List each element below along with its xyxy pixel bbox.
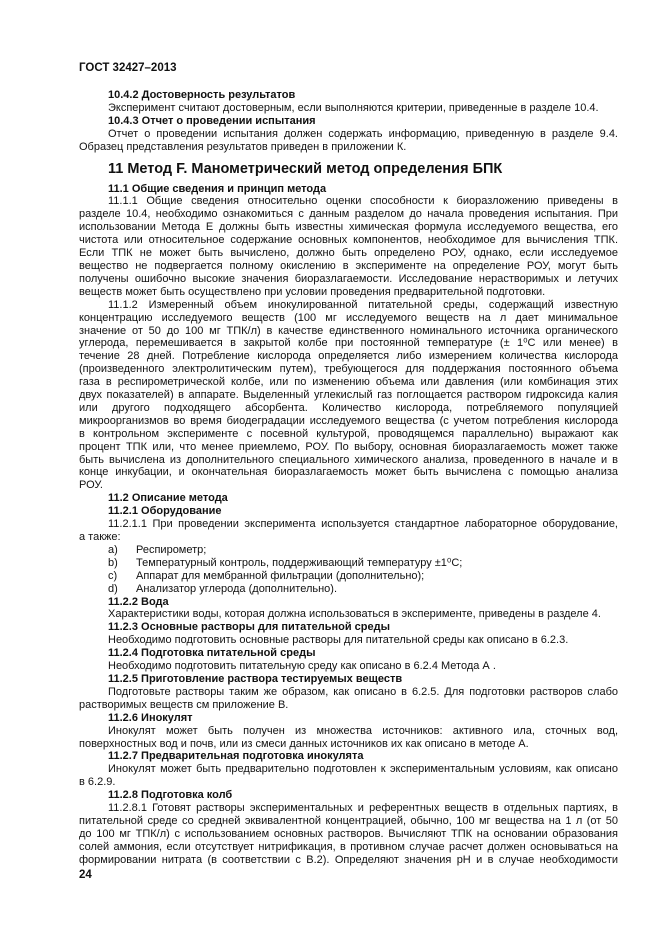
list-item [79,544,618,557]
page-number: 24 [79,868,92,881]
text-line: питательной среде со средней эквивалентной концентрацией, обычно, 100 мг вещества на 1 л (от 50 [79,814,618,827]
list-marker: c) [108,569,118,582]
subsection-heading: 11.2.8 Подготовка колб [108,789,233,802]
text-line: разделе 10.4, необходимо ознакомиться с данным разделом до начала проведения испытания. При [79,208,618,221]
paragraph [79,128,618,154]
text-line: значение от 50 до 100 мг ТПК/л) в качестве единственного номинального источника органического [79,324,618,337]
text-line: Подготовьте растворы таким же образом, как описано в 6.2.5. Для подготовки растворов слабо [108,685,618,698]
text-line: концентрацию исследуемого веществ (100 мг исследуемого веществ на л дает минимальное [79,311,618,324]
text-line: Необходимо подготовить питательную среду как описано в 6.2.4 Метода А . [108,660,496,673]
paragraph [79,195,618,298]
text-line: процент ТПК или, что менее приемлемо, РОУ. По выбору, основная биоразлагаемость может также [79,440,618,453]
text-line: вещество не подвергается полному окислению в эксперименте на определение РОУ, могут быть [79,259,618,272]
list-item-text: Температурный контроль, поддерживающий температуру ±1⁰С; [136,556,463,569]
text-line: получены ошибочно высокие значения биоразлагаемости. Исследование нерастворимых и летучих [79,272,618,285]
text-line: 11.1.2 Измеренный объем инокулированной питательной среды, содержащий известную [108,298,618,311]
paragraph [79,634,618,647]
subsection-heading: 11.2.4 Подготовка питательной среды [108,647,316,660]
text-line: Характеристики воды, которая должна использоваться в эксперименте, приведены в разделе 4. [108,608,601,621]
text-line: газа в респирометрической колбе, или по изменению объема или давления (или комбинация этих [79,376,618,389]
subsection-heading: 11.2 Описание метода [108,492,228,505]
paragraph [79,763,618,789]
text-line: Отчет о проведении испытания должен содержать информацию, приведенную в разделе 9.4. [108,127,618,140]
page-content [79,89,618,882]
section-heading: 11 Метод F. Манометрический метод определения БПК [108,160,503,177]
text-line: быть вычислена из дополнительного специального химического анализа, проведенного в начале и в [79,453,618,466]
text-line: 11.2.1.1 При проведении эксперимента используется стандартное лабораторное оборудование, [108,518,618,531]
text-line: Эксперимент считают достоверным, если выполняются критерии, приведенные в разделе 10.4. [108,101,599,114]
paragraph [79,802,618,867]
text-line: течение 28 дней. Потребление кислорода определяется либо измерением количества кислорода [79,350,618,363]
text-line: до 100 мг ТПК/л) с использованием основных растворов. Вычисляют ТПК на основании образования [79,827,618,840]
subsection-heading: 10.4.2 Достоверность результатов [108,89,296,101]
paragraph [79,102,618,115]
text-line: поверхностных вод и почв, или из смеси данных источников их как описано в методе А. [79,737,529,750]
text-line: веществ может быть осуществлено при условии проведения предварительной подготовки. [79,285,546,298]
document-header: ГОСТ 32427–2013 [79,62,177,74]
text-line: солей аммония, если отсутствует нитрификация, в противном случае расчет должен основываться на [79,840,618,853]
text-line: микроорганизмов во время биодеградации исследуемого вещества (с учетом потребления кислорода [79,414,618,427]
text-line: Инокулят может быть предварительно подготовлен к экспериментальным условиям, как описано [108,763,618,776]
list-marker: a) [108,543,118,556]
text-line: чистота или относительное содержание основных компонентов, необходимое для вычисления ТПК. [79,234,618,247]
text-line: углерода, перемешивается в закрытой колбе при постоянной температуре (± 1⁰С или менее) в [79,337,618,350]
subsection-heading: 11.2.5 Приготовление раствора тестируемых веществ [108,672,403,685]
list-item [79,583,618,596]
paragraph [79,725,618,751]
text-line: конце инкубации, и окончательная биоразлагаемость может быть вычислена с помощью анализа [79,466,618,479]
text-line: Необходимо подготовить основные растворы для питательной среды как описано в 6.2.3. [108,634,569,647]
paragraph [79,518,618,544]
subsection-heading: 10.4.3 Отчет о проведении испытания [108,114,316,127]
subsection-heading: 11.2.2 Вода [108,595,169,608]
document-body [79,89,618,867]
list-item [79,557,618,570]
text-line: Образец представления результатов приведен в приложении К. [79,140,407,153]
paragraph [79,686,618,712]
subsection-heading: 11.2.6 Инокулят [108,711,193,724]
subsection-heading: 11.2.1 Оборудование [108,505,222,518]
list-item-text: Анализатор углерода (дополнительно). [136,582,338,595]
paragraph [79,608,618,621]
text-line: в контрольном эксперименте с посевной культурой, проводящемся параллельно) выражают как [79,427,618,440]
text-line: Инокулят может быть получен из множества источников: активного ила, сточных вод, [108,724,618,737]
text-line: или другого подходящего абсорбента. Количество кислорода, потребляемого популяцией [79,401,618,414]
subsection-heading: 11.1 Общие сведения и принцип метода [108,182,327,195]
text-line: РОУ. [79,479,103,492]
list-marker: d) [108,582,118,595]
text-line: Если ТПК не может быть вычислено, должно быть определено РОУ, однако, если исследуемое [79,247,618,260]
list-item-text: Респирометр; [136,543,207,556]
text-line: а также: [79,531,121,543]
text-line: в 6.2.9. [79,776,116,789]
list-item-text: Аппарат для мембранной фильтрации (дополнительно); [136,569,425,582]
text-line: 11.1.1 Общие сведения относительно оценки способности к биоразложению приведены в [108,195,618,208]
subsection-heading: 11.2.7 Предварительная подготовка инокулята [108,750,364,763]
list-marker: b) [108,556,118,569]
text-line: использовании Метода Е должны быть известны химическая формула исследуемого вещества, его [79,221,618,234]
text-line: 11.2.8.1 Готовят растворы экспериментальных и референтных веществ в отдельных партиях, в [108,802,618,815]
text-line: растворимых веществ см приложение В. [79,698,289,711]
paragraph [79,660,618,673]
subsection-heading: 11.2.3 Основные растворы для питательной среды [108,621,391,634]
list-item [79,570,618,583]
text-line: двух показателей) в аппарате. Выделенный углекислый газ поглощается раствором гидроксида калия [79,389,618,402]
paragraph [79,299,618,493]
text-line: формировании нитрата (в соответствии с В.2). Определяют значения рН и в случае необходимости [79,853,618,866]
text-line: (произведенного электролитическим путем), требующегося для поддержания постоянного объема [79,363,618,376]
